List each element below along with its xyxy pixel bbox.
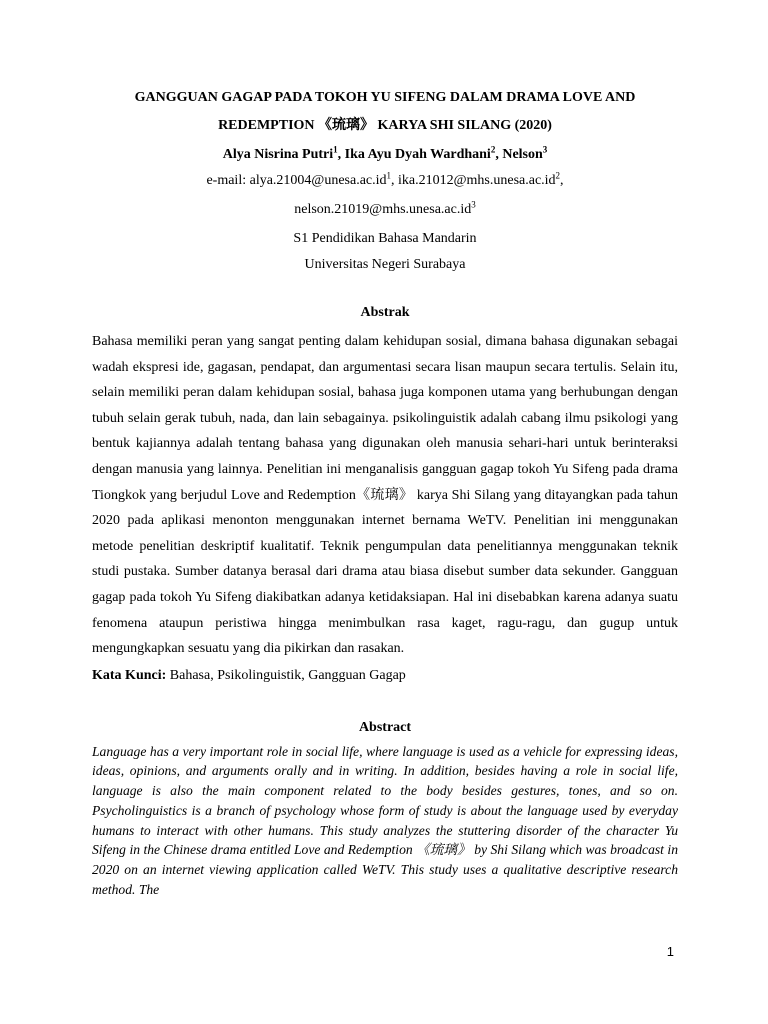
- author-name: Nelson: [502, 147, 543, 162]
- email-prefix: e-mail:: [206, 173, 250, 188]
- author-affil-mark: 1: [333, 144, 338, 155]
- paper-title: [92, 84, 678, 140]
- affiliation-university: Universitas Negeri Surabaya: [304, 257, 466, 272]
- paper-page: [92, 84, 678, 899]
- email-mark: 2: [555, 170, 561, 181]
- abstrak-body: Bahasa memiliki peran yang sangat penting dalam kehidupan sosial, dimana bahasa digunakan sebagai wadah ekspresi ide, gagasan, pendapat, dan argumentasi secara lisan maupun secara tertulis. Selain itu, selain memiliki peran dalam kehidupan sosial, bahasa juga komponen utama yang berhubungan dengan tubuh selain gerak tubuh, nada, dan lain sebagainya. psikolinguistik adalah cabang ilmu psikologi yang bentuk kajiannya adalah tentang bahasa yang digunakan oleh manusia sehari-hari untuk berinteraksi dengan manusia yang lainnya. Penelitian ini menganalisis gangguan gagap tokoh Yu Sifeng pada drama Tiongkok yang berjudul Love and Redemption《琉璃》 karya Shi Silang yang ditayangkan pada tahun 2020 pada aplikasi menonton menggunakan internet bernama WeTV. Penelitian ini menggunakan metode penelitian deskriptif kualitatif. Teknik pengumpulan data penelitiannya menggunakan teknik studi pustaka. Sumber datanya berasal dari drama atau biasa disebut sumber data sekunder. Gangguan gagap pada tokoh Yu Sifeng diakibatkan adanya ketidaksiapan. Hal ini disebabkan karena adanya suatu fenomena ataupun peristiwa hingga menimbulkan rasa kaget, ragu-ragu, dan gugup untuk mengungkapkan sesuatu yang dia pikirkan dan rasakan.: [92, 334, 678, 657]
- author-list: Alya Nisrina Putri$^1$, Ika Ayu Dyah Wardhani$^2$, Nelson$^3$: [222, 144, 548, 162]
- page-number: 1: [666, 944, 674, 959]
- title-line-1: GANGGUAN GAGAP PADA TOKOH YU SIFENG DALAM DRAMA LOVE AND: [134, 90, 636, 105]
- keywords-text: Bahasa, Psikolinguistik, Gangguan Gagap: [166, 667, 406, 683]
- abstrak-heading: Abstrak: [360, 305, 410, 320]
- email-link[interactable]: alya.21004@unesa.ac.id: [249, 173, 387, 188]
- email-link[interactable]: nelson.21019@mhs.unesa.ac.id: [294, 202, 472, 217]
- author-name: Alya Nisrina Putri: [222, 147, 334, 162]
- email-line-1: e-mail: $alya.21004@unesa.ac.id^1$, $ika.21012@mhs.unesa.ac.id^2$,: [206, 170, 564, 188]
- abstract-body: Language has a very important role in social life, where language is used as a vehicle for expressing ideas, ideas, opinions, and arguments orally and in writing. In addition, besides having a role in social life, language is also the main component related to the body besides gestures, tones, and so on. Psycholinguistics is a branch of psychology whose form of study is about the language used by everyday humans to interact with other humans. This study analyzes the stuttering disorder of the character Yu Sifeng in the Chinese drama entitled Love and Redemption 《琉璃》 by Shi Silang which was broadcast in 2020 on an internet viewing application called WeTV. This study uses a qualitative descriptive research method. The: [92, 743, 678, 897]
- keywords-line: [92, 664, 678, 688]
- author-name: Ika Ayu Dyah Wardhani: [344, 147, 491, 162]
- title-line-2: REDEMPTION 《琉璃》 KARYA SHI SILANG (2020): [218, 118, 552, 133]
- abstract-heading: Abstract: [358, 719, 412, 735]
- email-line-2: [92, 195, 678, 224]
- email-mark: 1: [386, 170, 392, 181]
- email-mark: 3: [471, 199, 476, 210]
- affiliation-program: S1 Pendidikan Bahasa Mandarin: [293, 231, 477, 246]
- author-affil-mark: 2: [490, 144, 496, 155]
- author-affil-mark: 3: [542, 144, 548, 155]
- keywords-label: Kata Kunci:: [92, 667, 167, 683]
- email-link[interactable]: ika.21012@mhs.unesa.ac.id: [398, 173, 556, 188]
